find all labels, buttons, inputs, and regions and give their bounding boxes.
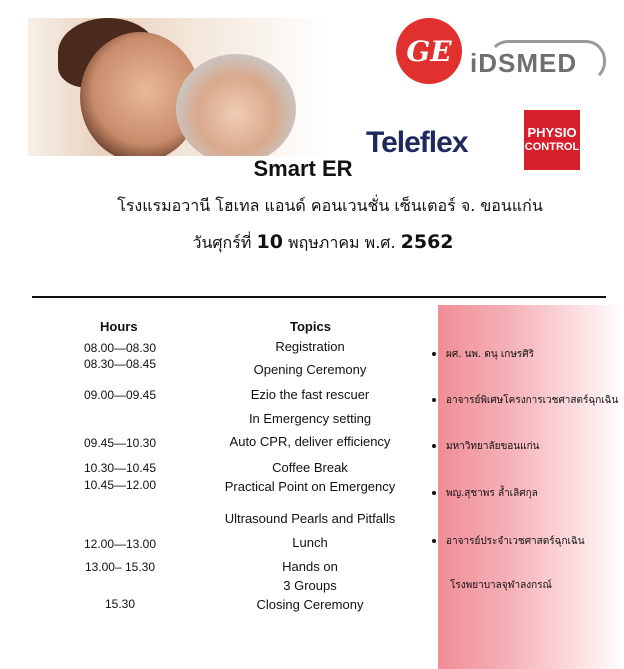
topic-item: Auto CPR, deliver efficiency [229,434,391,449]
topic-item: Practical Point on Emergency [224,479,396,494]
hours-header: Hours [100,319,138,334]
date-month: พฤษภาคม พ.ศ. [288,233,396,252]
topic-item: Ultrasound Pearls and Pitfalls [224,511,396,526]
topics-header: Topics [290,319,331,334]
speaker-line [432,534,585,549]
idsmed-logo [468,40,602,76]
date-prefix: วันศุกร์ที่ [192,233,252,252]
topic-item: Ezio the fast rescuer [250,387,370,402]
topic-item: Closing Ceremony [256,597,364,612]
time-slot: 09.45—10.30 [83,436,157,450]
topic-item: In Emergency setting [248,411,372,426]
bullet-icon [432,491,436,495]
time-slot: 12.00—13.00 [83,537,157,551]
ge-logo-text: GE [406,34,452,68]
speaker-text: อาจารย์ประจำเวชศาสตร์ฉุกเฉิน [446,536,585,547]
event-title-wrap [0,156,624,182]
time-slot: 13.00– 15.30 [84,560,156,574]
event-date [0,231,624,256]
idsmed-logo-text: iDSMED [470,48,578,78]
speaker-line [432,439,539,454]
speaker-line [450,578,552,593]
header-photo [28,18,328,156]
bullet-icon [432,539,436,543]
speaker-text: ผศ. นพ. ดนุ เกษรศิริ [446,349,535,360]
time-slot: 08.30—08.45 [83,357,157,371]
bullet-icon [432,352,436,356]
date-year: 2562 [400,231,454,253]
ge-logo [396,18,462,84]
topic-item: 3 Groups [283,578,337,593]
topic-item: Opening Ceremony [253,362,367,377]
speaker-line [432,486,538,501]
event-venue: โรงแรมอวานี โฮเทล แอนด์ คอนเวนชั่น เซ็นเตอร์ จ. ขอนแก่น [117,196,543,215]
time-slot: 10.45—12.00 [83,478,157,492]
time-slot: 10.30—10.45 [83,461,157,475]
event-title: Smart ER [253,156,353,181]
time-slot: 09.00—09.45 [83,388,157,402]
divider [32,296,606,298]
speaker-text: อาจารย์พิเศษโครงการเวชศาสตร์ฉุกเฉิน [446,395,619,406]
speaker-text: โรงพยาบาลจุฬาลงกรณ์ [450,580,552,591]
topic-item: Lunch [292,535,328,550]
time-slot: 08.00—08.30 [83,341,157,355]
bullet-icon [432,444,436,448]
bullet-icon [432,398,436,402]
time-slot: 15.30 [104,597,136,611]
topic-item: Hands on [282,559,338,574]
speaker-text: มหาวิทยาลัยขอนแก่น [446,441,540,452]
speaker-text: พญ.สุชาพร ลํ้าเลิศกุล [446,488,538,499]
date-day: 10 [256,231,283,253]
speaker-line [432,347,534,362]
physio-logo-line2: CONTROL [524,141,580,153]
teleflex-logo: Teleflex [366,126,468,159]
physio-logo-line1: PHYSIO [527,125,577,140]
speaker-line [432,393,618,408]
topic-item: Coffee Break [272,460,348,475]
topic-item: Registration [275,339,345,354]
woman-face-right [176,54,296,156]
